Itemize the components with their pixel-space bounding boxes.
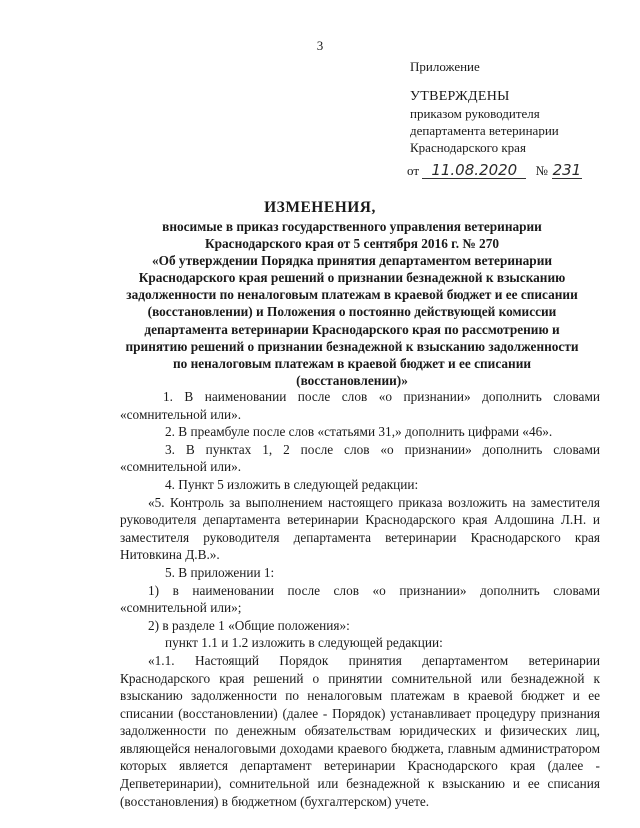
paragraph: «5. Контроль за выполнением настоящего приказа возложить на заместителя руководителя департамента ветеринарии Краснодарского края Алдошина Л.Н. и заместителя руководителя департамента ветеринарии Краснодарского края Нитовкина Д.В.».: [120, 494, 600, 563]
approved-label: УТВЕРЖДЕНЫ: [410, 89, 510, 104]
paragraph: 1) в наименовании после слов «о признании» дополнить словами «сомнительной или»;: [120, 582, 600, 616]
paragraph: 2. В преамбуле после слов «статьями 31,» дополнить цифрами «46».: [165, 424, 553, 440]
order-reference: [407, 162, 582, 179]
document-title: ИЗМЕНЕНИЯ,: [264, 199, 376, 216]
heading-line: принятию решений о признании безнадежной к взысканию задолженности: [125, 338, 579, 354]
paragraph: 5. В приложении 1:: [165, 564, 275, 580]
document-body: [120, 388, 600, 810]
paragraph: 4. Пункт 5 изложить в следующей редакции:: [165, 476, 419, 492]
paragraph: 3. В пунктах 1, 2 после слов «о признании» дополнить словами «сомнительной или».: [120, 441, 600, 475]
handwritten-order-date: 11.08.2020: [422, 162, 526, 179]
approval-line: приказом руководителя: [410, 106, 540, 121]
paragraph: 1. В наименовании после слов «о признании» дополнить словами «сомнительной или».: [120, 389, 600, 422]
heading-line: «Об утверждении Порядка принятия департаментом ветеринарии: [151, 253, 553, 269]
handwritten-order-number: 231: [552, 161, 582, 179]
heading-line: (восстановлении)»: [296, 372, 408, 388]
heading-line: вносимые в приказ государственного управления ветеринарии: [162, 219, 542, 234]
page-number: 3: [316, 38, 324, 53]
paragraph: пункт 1.1 и 1.2 изложить в следующей редакции:: [165, 635, 443, 651]
approval-line: Краснодарского края: [410, 140, 526, 155]
approval-line: департамента ветеринарии: [410, 123, 559, 138]
order-prefix: от: [407, 163, 420, 178]
paragraph: 2) в разделе 1 «Общие положения»:: [148, 617, 350, 633]
heading-line: (восстановлении) и Положения о постоянно действующей комиссии: [147, 304, 557, 320]
paragraph: «1.1. Настоящий Порядок принятия департаментом ветеринарии Краснодарского края решений о принятии сомнительной или безнадежной к взысканию задолженности по неналоговым платежам в краевой бюджет и ее списании (восстановлении) (далее - Порядок) устанавливает процедуру признания задолженности по денежным обязательствам юридических и физических лиц, являющейся неналоговыми доходами краевого бюджета, главным администратором которых является департамент ветеринарии Краснодарского края (далее - Депветеринарии), сомнительной или безнадежной к взысканию и ее списания (восстановления) в бюджетном (бухгалтерском) учете.: [120, 652, 600, 809]
appendix-label: Приложение: [410, 59, 480, 74]
heading-line: Краснодарского края решений о признании безнадежной к взысканию: [138, 270, 566, 286]
order-number-sign: №: [535, 163, 548, 178]
heading-line: по неналоговым платежам в краевой бюджет и ее списании: [172, 355, 532, 371]
heading-line: Краснодарского края от 5 сентября 2016 г. № 270: [205, 236, 499, 252]
document-heading: [110, 218, 594, 389]
heading-line: департамента ветеринарии Краснодарского края по рассмотрению и: [144, 321, 560, 337]
heading-line: задолженности по неналоговым платежам в краевой бюджет и ее списании: [126, 287, 578, 303]
approval-block: [410, 58, 559, 156]
